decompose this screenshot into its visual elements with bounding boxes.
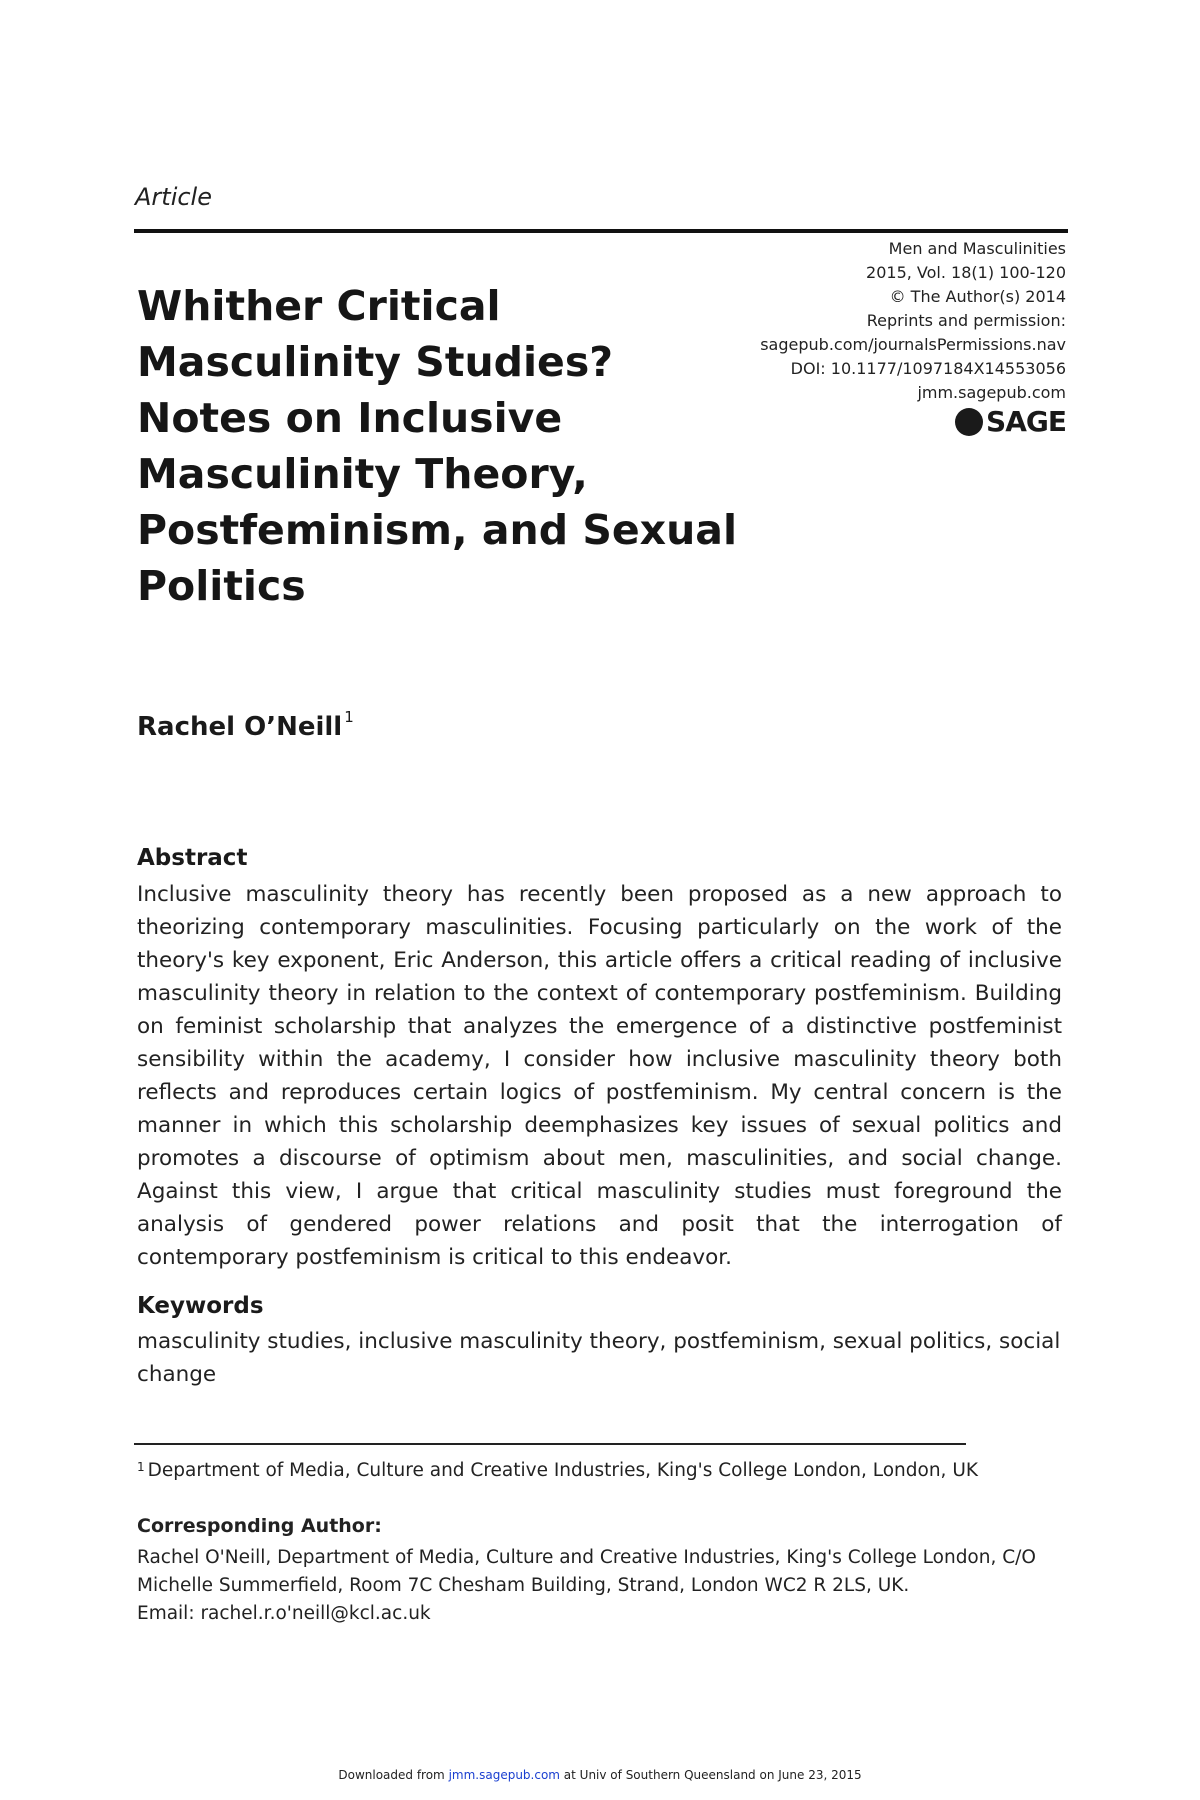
abstract-text: Inclusive masculinity theory has recently been proposed as a new approach to theorizing contemporary masculinities. Focusing particularly on the work of the theory's key exponent, Eric Anderson, this article offers a critical reading of inclusive masculinity theory in relation to the context of contemporary postfeminism. Building on feminist scholarship that analyzes the emergence of a distinctive postfeminist sensibility within the academy, I consider how inclusive masculinity theory both reflects and reproduces certain logics of postfeminism. My central concern is the manner in which this scholarship deemphasizes key issues of sexual politics and promotes a discourse of optimism about men, masculinities, and social change. Against this view, I argue that critical masculinity studies must foreground the analysis of gendered power relations and posit that the interrogation of contemporary postfeminism is critical to this endeavor. — [137, 882, 1062, 1270]
author-name: Rachel O’Neill $^1$ — [137, 708, 354, 742]
keywords-heading: Keywords — [137, 1293, 264, 1319]
download-notice: Downloaded from jmm.sagepub.com at Univ of Southern Queensland on June 23, 2015 — [338, 1768, 862, 1782]
corresponding-line: Michelle Summerfield, Room 7C Chesham Building, Strand, London WC2 R 2LS, UK. — [137, 1575, 910, 1596]
corresponding-author-heading: Corresponding Author: — [137, 1515, 382, 1537]
journal-volume: 2015, Vol. 18(1) 100-120 — [866, 263, 1066, 282]
copyright: © The Author(s) 2014 — [889, 287, 1066, 306]
article-title — [137, 278, 777, 614]
affiliation-footnote: $^1$ Department of Media, Culture and Creative Industries, King's College London, London, UK — [137, 1460, 978, 1481]
footnote-mark: 1 — [137, 1460, 145, 1474]
title-line: Whither Critical — [137, 282, 501, 330]
title-line: Notes on Inclusive — [137, 394, 563, 442]
affiliation-mark: 1 — [344, 708, 354, 726]
journal-metadata — [760, 237, 1066, 405]
header-rule — [134, 229, 1068, 233]
corresponding-line: Rachel O'Neill, Department of Media, Culture and Creative Industries, King's College London, C/O — [137, 1547, 1036, 1568]
title-line: Politics — [137, 562, 306, 610]
doi: DOI: 10.1177/1097184X14553056 — [790, 359, 1066, 378]
corresponding-email[interactable]: Email: rachel.r.o'neill@kcl.ac.uk — [137, 1603, 431, 1624]
title-line: Masculinity Studies? — [137, 338, 614, 386]
title-line: Postfeminism, and Sexual — [137, 506, 738, 554]
abstract-heading: Abstract — [137, 845, 248, 871]
sage-logo — [955, 405, 1066, 438]
sage-wordmark: SAGE — [986, 405, 1066, 438]
footnote-rule — [134, 1443, 966, 1445]
reprints-label: Reprints and permission: — [866, 311, 1066, 330]
corresponding-author-details — [137, 1544, 1067, 1628]
download-site-link[interactable]: jmm.sagepub.com — [448, 1768, 560, 1782]
journal-site-link[interactable]: jmm.sagepub.com — [917, 383, 1066, 402]
permissions-link[interactable]: sagepub.com/journalsPermissions.nav — [760, 335, 1066, 354]
title-line: Masculinity Theory, — [137, 450, 588, 498]
sage-circle-icon — [955, 408, 983, 436]
journal-name: Men and Masculinities — [888, 239, 1066, 258]
keywords-text: masculinity studies, inclusive masculinity theory, postfeminism, sexual politics, social change — [137, 1329, 1061, 1387]
article-type-label: Article — [135, 183, 212, 211]
